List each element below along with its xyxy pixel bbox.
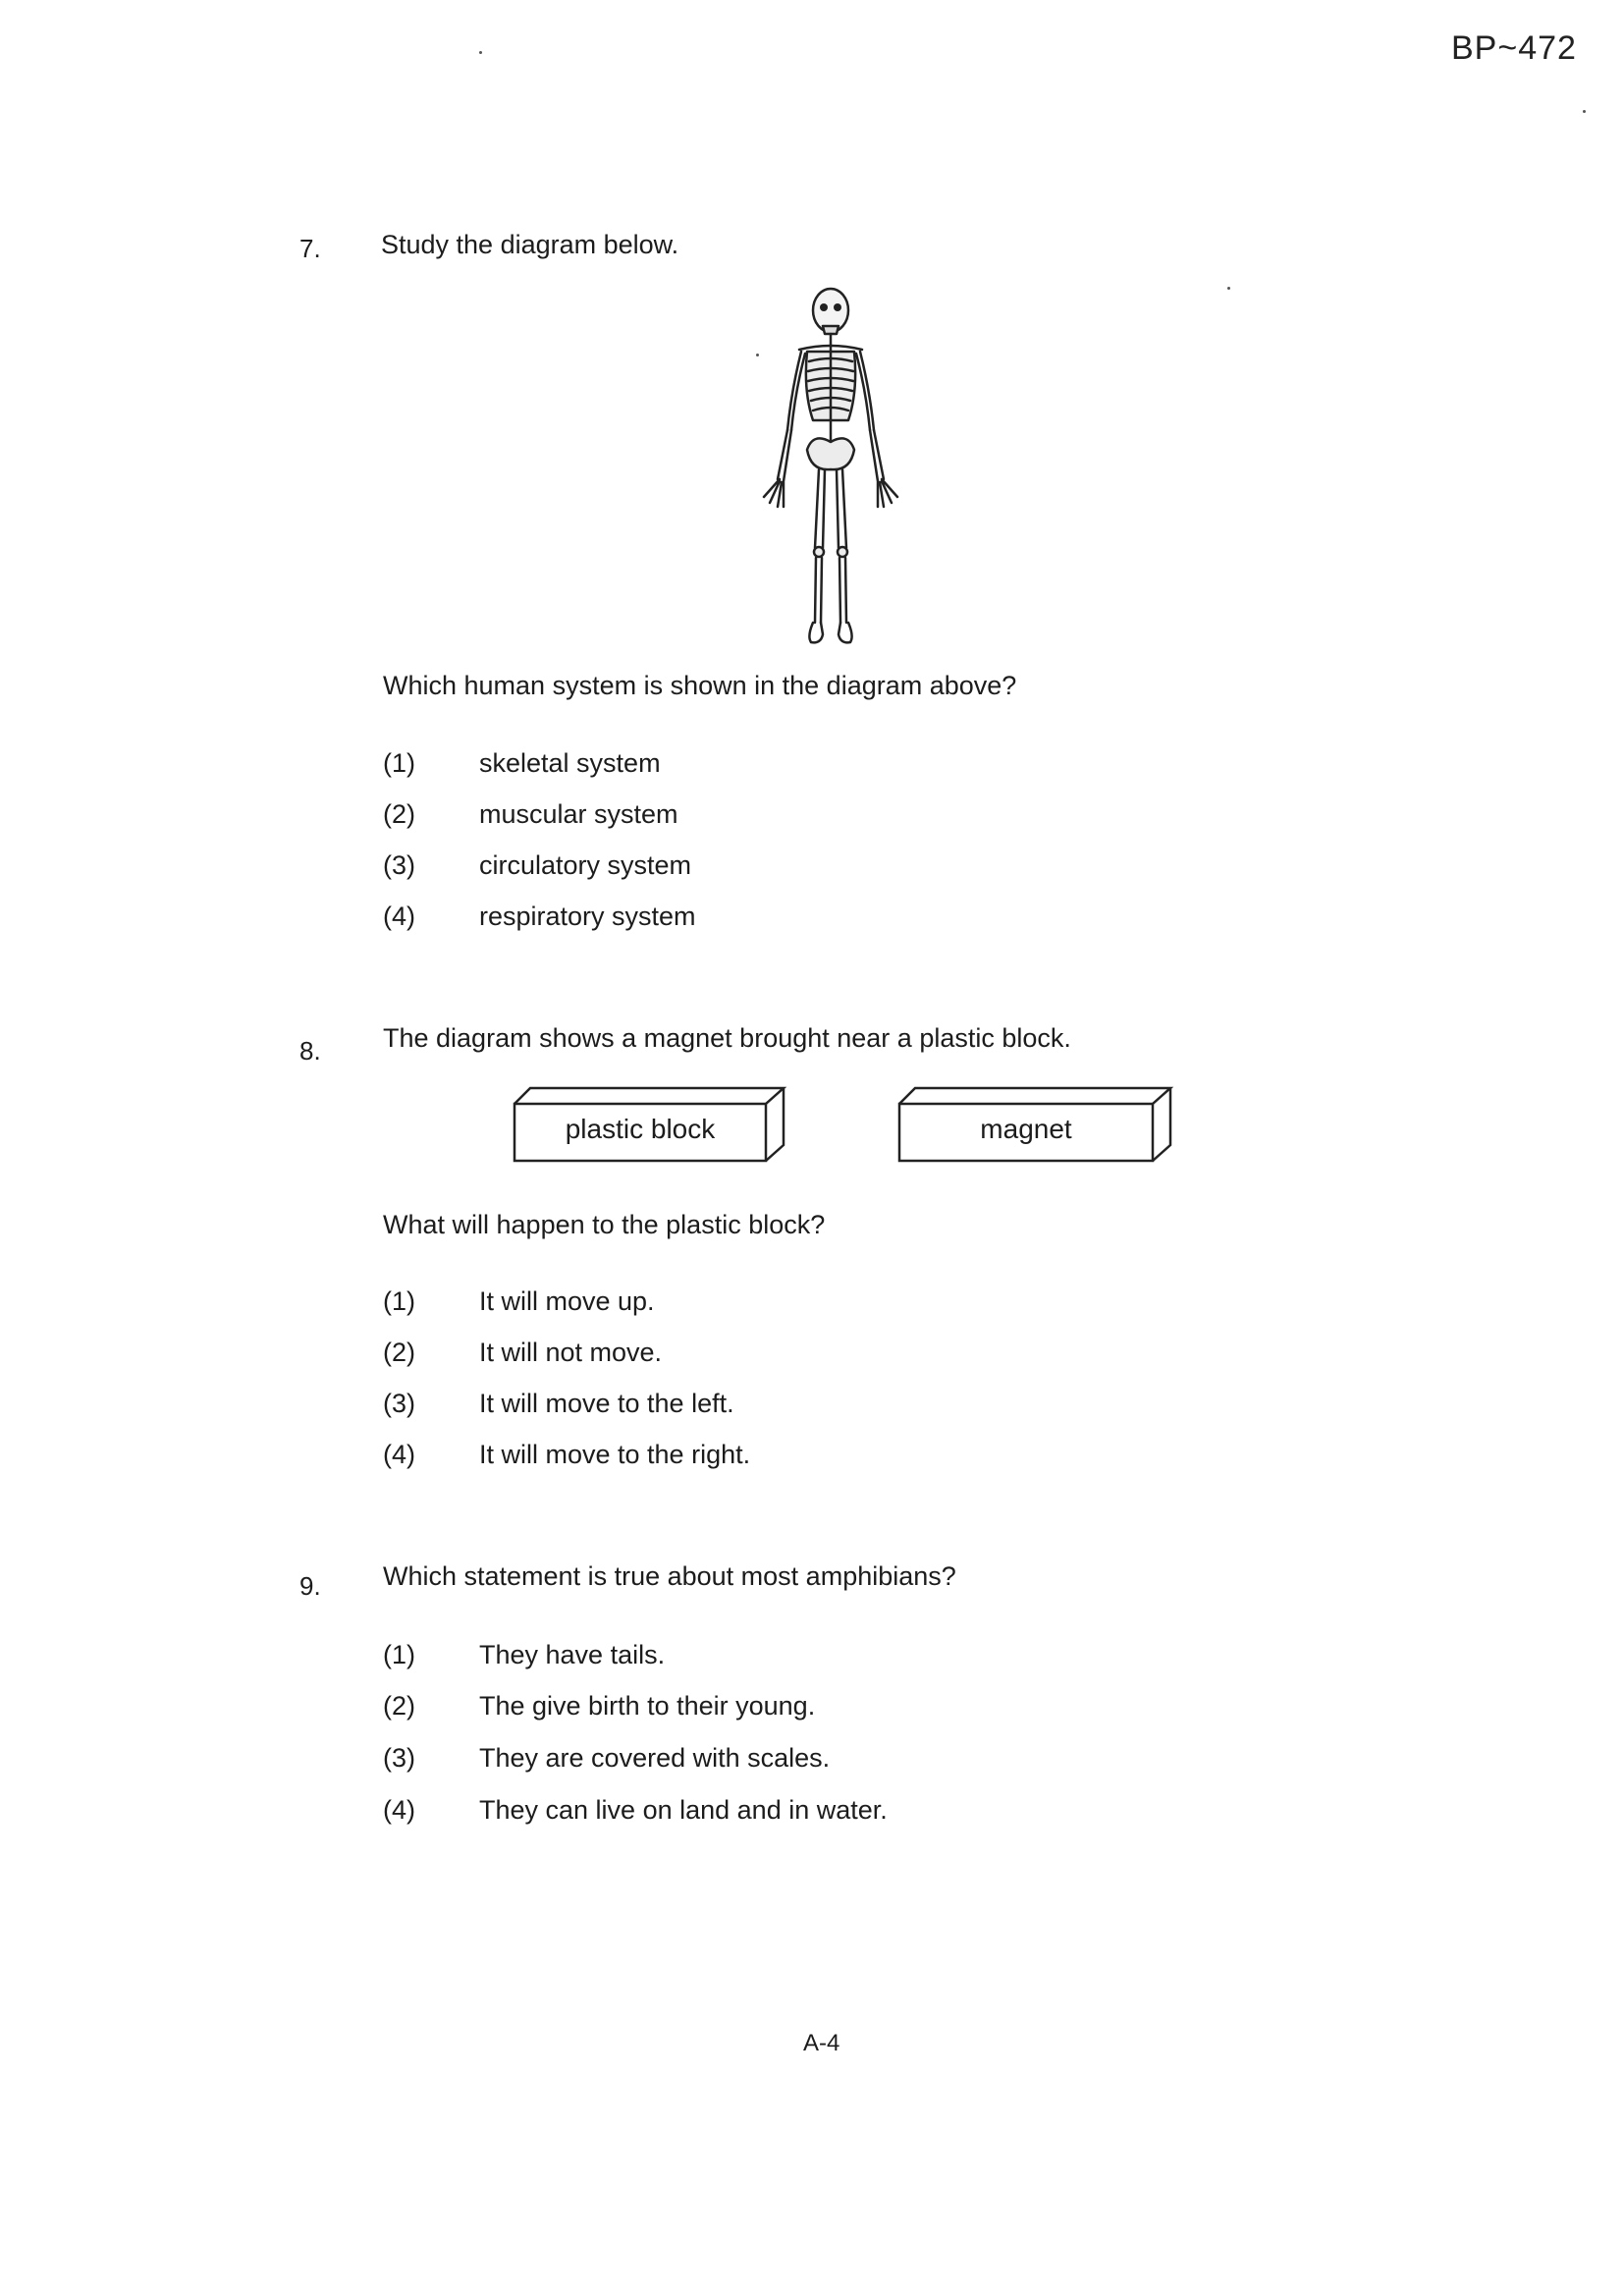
scan-speck [479,51,482,54]
question-9-option-4[interactable] [383,1795,888,1826]
option-text: respiratory system [479,902,696,931]
scan-speck [756,354,759,356]
question-7-option-3[interactable] [383,850,691,881]
option-text: It will not move. [479,1338,663,1367]
question-8-prompt: What will happen to the plastic block? [383,1210,826,1239]
option-text: The give birth to their young. [479,1691,816,1721]
option-text: They are covered with scales. [479,1743,831,1773]
option-number: (4) [383,1795,415,1825]
option-text: muscular system [479,799,678,829]
question-7-option-2[interactable] [383,799,678,830]
option-number: (1) [383,1640,415,1669]
plastic-block-diagram [513,1086,787,1165]
question-8-text: The diagram shows a magnet brought near a plastic block. [383,1023,1071,1053]
option-text: It will move to the right. [479,1440,751,1469]
option-text: skeletal system [479,748,661,778]
question-9-number: 9. [299,1571,321,1601]
question-8-number: 8. [299,1036,321,1066]
option-number: (4) [383,1440,415,1469]
question-7-text: Study the diagram below. [381,230,679,259]
question-7-option-4[interactable] [383,902,696,932]
plastic-block-label: plastic block [565,1114,716,1144]
scan-speck [1227,287,1230,290]
magnet-label: magnet [980,1114,1072,1144]
question-8-option-4[interactable] [383,1440,750,1470]
question-8-option-1[interactable] [383,1286,655,1317]
option-number: (3) [383,850,415,880]
question-9-text: Which statement is true about most amphibians? [383,1561,956,1591]
option-number: (1) [383,748,415,778]
skeleton-diagram [742,283,919,646]
option-number: (2) [383,1691,415,1721]
option-number: (3) [383,1743,415,1773]
question-9-option-3[interactable] [383,1743,830,1774]
option-number: (3) [383,1389,415,1418]
option-text: It will move up. [479,1286,655,1316]
option-number: (2) [383,799,415,829]
question-7-prompt: Which human system is shown in the diagram above? [383,671,1017,700]
option-number: (4) [383,902,415,931]
question-7-number: 7. [299,234,321,263]
option-text: They have tails. [479,1640,666,1669]
question-8-option-3[interactable] [383,1389,734,1419]
magnet-diagram [897,1086,1174,1165]
option-text: It will move to the left. [479,1389,734,1418]
page-number: A-4 [803,2030,840,2056]
question-7-option-1[interactable] [383,748,661,779]
exam-code: BP~472 [1451,29,1577,67]
option-number: (1) [383,1286,415,1316]
question-8-option-2[interactable] [383,1338,662,1368]
option-text: circulatory system [479,850,692,880]
question-9-option-2[interactable] [383,1691,815,1722]
question-9-option-1[interactable] [383,1640,665,1670]
scan-speck [1583,110,1586,113]
option-text: They can live on land and in water. [479,1795,888,1825]
option-number: (2) [383,1338,415,1367]
